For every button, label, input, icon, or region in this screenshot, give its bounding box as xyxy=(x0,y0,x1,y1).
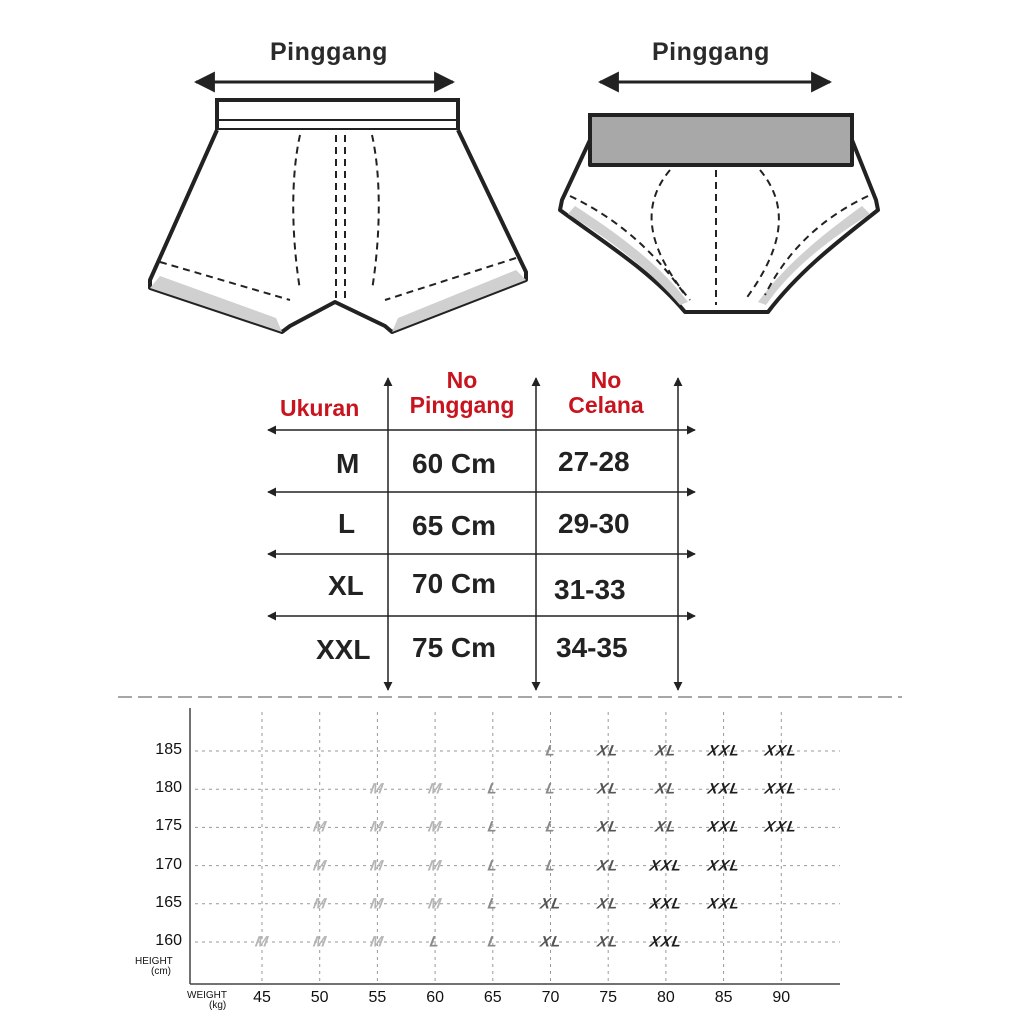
size-mark: XL xyxy=(596,895,621,913)
size-mark: L xyxy=(543,742,558,760)
size-mark: XL xyxy=(653,780,678,798)
size-mark: M xyxy=(369,895,386,913)
size-mark: M xyxy=(426,895,444,913)
header-pants-line2: Celana xyxy=(568,392,644,418)
pants-cell: 27-28 xyxy=(558,446,630,477)
size-mark: L xyxy=(543,818,558,836)
size-mark: XL xyxy=(596,857,621,875)
size-mark: XXL xyxy=(648,895,684,913)
y-tick-label: 180 xyxy=(155,779,182,797)
size-mark: XL xyxy=(596,933,621,951)
pants-cell: 34-35 xyxy=(556,632,628,663)
size-mark: L xyxy=(428,933,442,951)
size-mark: XXL xyxy=(648,857,684,875)
waist-label-right: Pinggang xyxy=(652,38,770,66)
size-mark: XXL xyxy=(763,742,799,760)
size-mark: M xyxy=(369,857,386,875)
size-mark: M xyxy=(369,933,386,951)
header-size: Ukuran xyxy=(280,395,360,421)
waist-cell: 75 Cm xyxy=(412,632,497,663)
size-mark: XL xyxy=(653,742,678,760)
size-mark: L xyxy=(486,933,500,951)
y-axis-title-line1: HEIGHT xyxy=(135,956,173,967)
size-mark: M xyxy=(426,818,444,836)
size-mark: XL xyxy=(596,818,621,836)
size-mark: XXL xyxy=(763,780,799,798)
x-axis-title-line2: (kg) xyxy=(209,1000,227,1011)
size-mark: XXL xyxy=(706,895,742,913)
size-cell: M xyxy=(336,448,360,479)
size-mark: M xyxy=(369,818,386,836)
waist-label-left: Pinggang xyxy=(270,38,388,66)
x-tick-label: 75 xyxy=(599,989,618,1006)
header-waist-line1: No xyxy=(446,367,478,393)
y-axis-title xyxy=(135,957,173,977)
size-mark: L xyxy=(543,857,558,875)
x-tick-label: 80 xyxy=(656,989,675,1006)
size-cell: XL xyxy=(328,570,364,601)
x-tick-label: 50 xyxy=(310,989,329,1006)
x-tick-label: 45 xyxy=(253,989,271,1006)
size-mark: M xyxy=(369,780,386,798)
x-tick-label: 65 xyxy=(483,989,502,1006)
size-mark: XXL xyxy=(763,818,799,836)
size-mark: L xyxy=(486,818,500,836)
waist-cell: 70 Cm xyxy=(412,568,497,599)
pants-cell: 29-30 xyxy=(558,508,630,539)
y-tick-label: 170 xyxy=(155,855,182,873)
size-mark: XL xyxy=(538,933,563,951)
size-mark: XXL xyxy=(706,742,742,760)
header-pants-line1: No xyxy=(590,367,622,393)
size-mark: L xyxy=(543,780,558,798)
size-mark: M xyxy=(311,857,328,875)
x-tick-label: 60 xyxy=(426,989,444,1006)
size-mark: XXL xyxy=(706,818,742,836)
size-cell: XXL xyxy=(316,634,371,665)
x-tick-label: 55 xyxy=(368,989,387,1006)
size-mark: M xyxy=(311,895,328,913)
size-mark: XL xyxy=(596,780,621,798)
size-mark: M xyxy=(253,933,271,951)
size-mark: M xyxy=(311,933,328,951)
size-mark: XXL xyxy=(648,933,684,951)
size-mark: XL xyxy=(653,818,678,836)
size-mark: M xyxy=(426,780,444,798)
size-mark: M xyxy=(311,818,328,836)
size-mark: XXL xyxy=(706,857,742,875)
size-mark: L xyxy=(486,895,500,913)
x-tick-label: 90 xyxy=(772,989,791,1006)
size-mark: XL xyxy=(596,742,621,760)
x-tick-label: 70 xyxy=(541,989,560,1006)
y-tick-label: 175 xyxy=(155,817,182,835)
x-axis-title xyxy=(187,991,227,1011)
y-tick-label: 185 xyxy=(155,741,182,758)
pants-cell: 31-33 xyxy=(554,574,626,605)
size-mark: M xyxy=(426,857,444,875)
waist-cell: 60 Cm xyxy=(412,448,497,479)
x-tick-label: 85 xyxy=(714,989,733,1006)
size-mark: L xyxy=(486,780,500,798)
size-mark: L xyxy=(486,857,500,875)
x-axis-title-line1: WEIGHT xyxy=(187,990,227,1001)
size-mark: XL xyxy=(538,895,563,913)
y-tick-label: 165 xyxy=(155,893,182,911)
header-waist-line2: Pinggang xyxy=(409,392,515,418)
waist-cell: 65 Cm xyxy=(412,510,497,541)
size-mark: XXL xyxy=(706,780,742,798)
size-cell: L xyxy=(338,508,356,539)
y-tick-label: 160 xyxy=(155,932,182,949)
y-axis-title-line2: (cm) xyxy=(151,966,171,977)
